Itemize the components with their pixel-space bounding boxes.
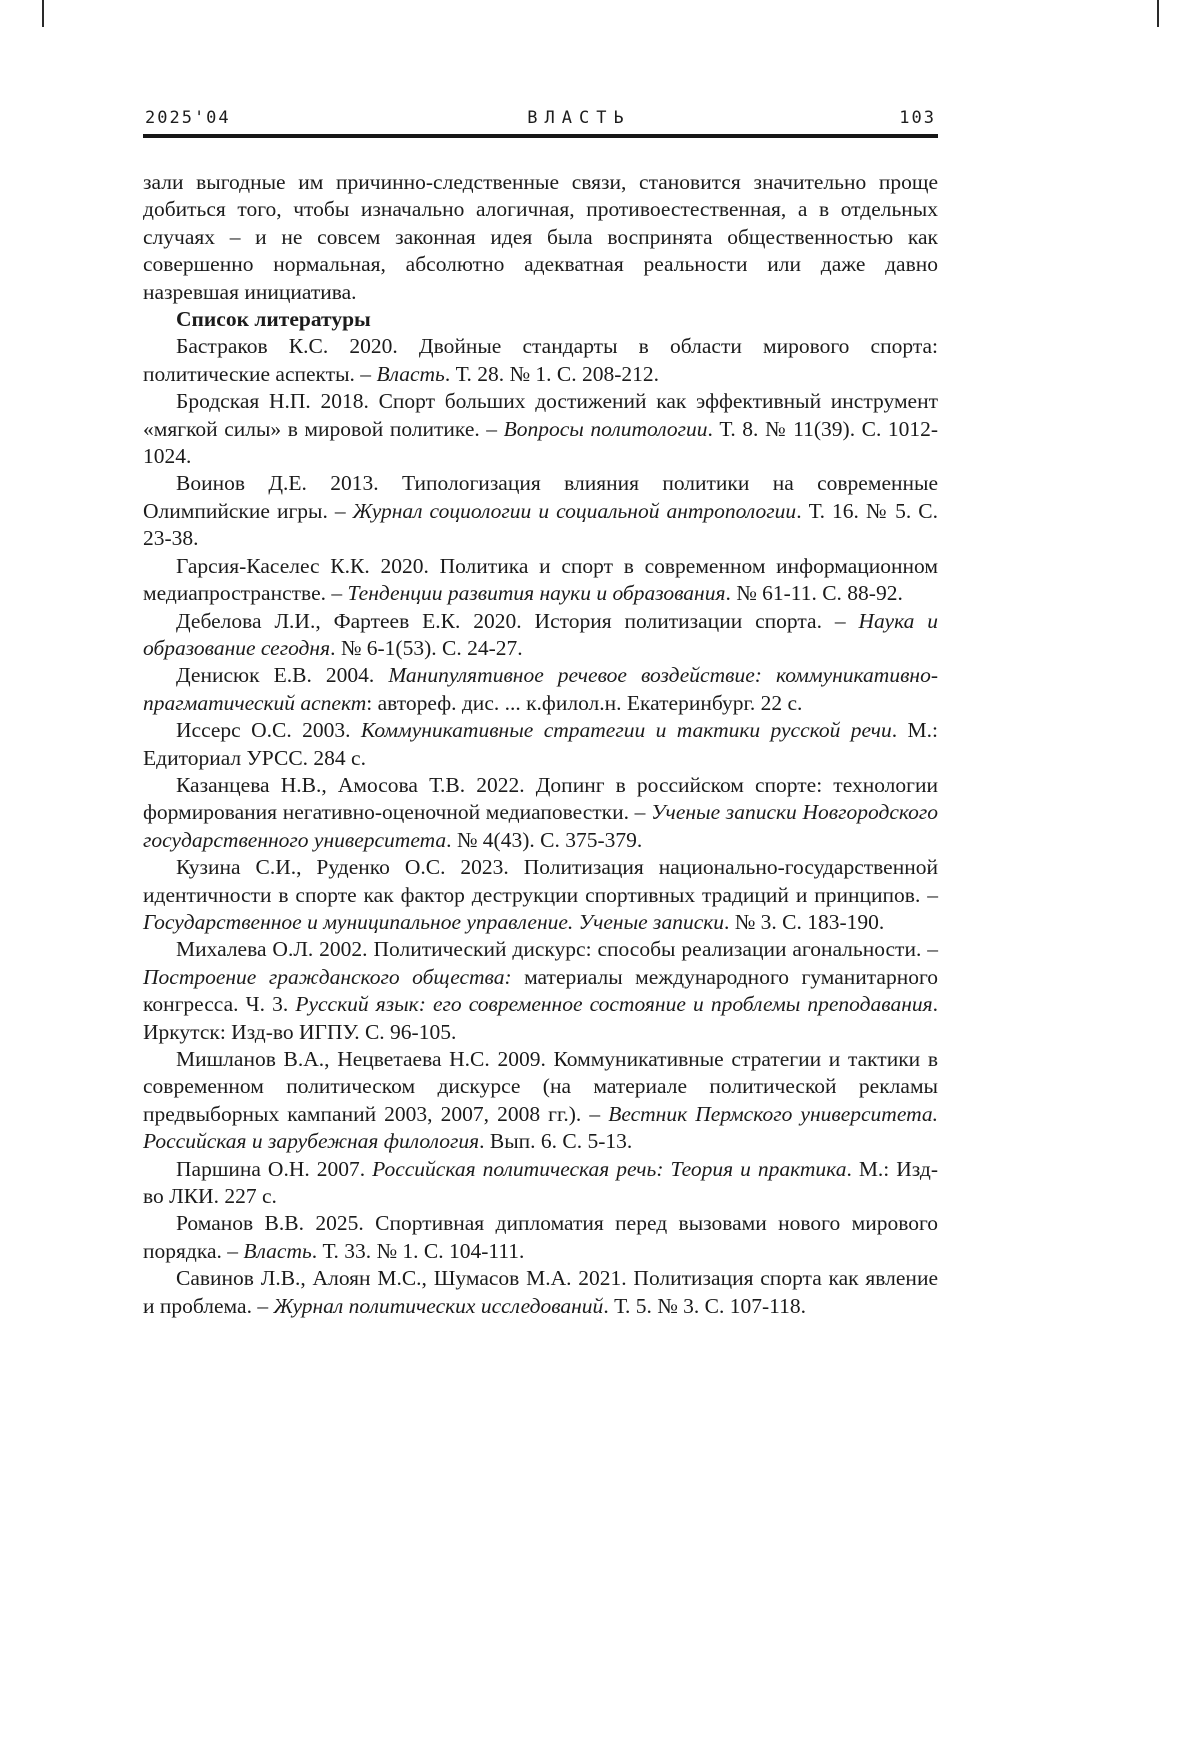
article-body <box>143 169 938 1320</box>
reference-entry: Гарсия-Каселес К.К. 2020. Политика и спорт в современном информационном медиапространстве. – Тенденции развития науки и образования. № 61-11. С. 88-92. <box>143 553 938 606</box>
reference-entry: Романов В.В. 2025. Спортивная дипломатия перед вызовами нового мирового порядка. – Власть. Т. 33. № 1. С. 104-111. <box>143 1211 938 1263</box>
reference-entry: Савинов Л.В., Алоян М.С., Шумасов М.А. 2021. Политизация спорта как явление и проблема. – Журнал политических исследований. Т. 5. № 3. С. 107-118. <box>143 1266 938 1318</box>
reference-entry: Паршина О.Н. 2007. Российская политическая речь: Теория и практика. М.: Изд-во ЛКИ. 227 с. <box>143 1156 939 1209</box>
reference-entry: Казанцева Н.В., Амосова Т.В. 2022. Допинг в российском спорте: технологии формирования негативно-оценочной медиаповестки. – Ученые записки Новгородского государственного университета. № 4(43). С. 375-379. <box>143 772 938 852</box>
reference-entry: Мишланов В.А., Нецветаева Н.С. 2009. Коммуникативные стратегии и тактики в современном политическом дискурсе (на материале политической рекламы предвыборных кампаний 2003, 2007, 2008 гг.). – Вестник Пермского университета. Российская и зарубежная филология. Вып. 6. С. 5-13. <box>143 1047 938 1154</box>
body-paragraph: зали выгодные им причинно-следственные связи, становится значительно проще добиться того, чтобы изначально алогичная, противоестественная, а в отдельных случаях – и не совсем законная идея была воспринята общественностью как совершенно нормальная, абсолютно адекватная реальности или даже давно назревшая инициатива. <box>143 170 938 304</box>
running-head <box>143 108 938 134</box>
header-rule <box>143 134 938 138</box>
reference-entry: Бастраков К.С. 2020. Двойные стандарты в области мирового спорта: политические аспекты. – Власть. Т. 28. № 1. С. 208-212. <box>143 334 938 386</box>
crop-mark-right <box>1157 0 1159 27</box>
references-heading: Список литературы <box>176 307 371 332</box>
reference-entry: Михалева О.Л. 2002. Политический дискурс: способы реализации агональности. – Построение гражданского общества: материалы международного гуманитарного конгресса. Ч. 3. Русский язык: его современное состояние и проблемы преподавания. Иркутск: Изд-во ИГПУ. С. 96-105. <box>143 937 938 1044</box>
reference-entry: Денисюк Е.В. 2004. Манипулятивное речевое воздействие: коммуникативно-прагматический аспект: автореф. дис. ... к.филол.н. Екатеринбург. 22 с. <box>143 663 938 715</box>
reference-entry: Бродская Н.П. 2018. Спорт больших достижений как эффективный инструмент «мягкой силы» в мировой политике. – Вопросы политологии. Т. 8. № 11(39). С. 1012-1024. <box>143 389 939 469</box>
reference-entry: Кузина С.И., Руденко О.С. 2023. Политизация национально-государственной идентичности в спорте как фактор деструкции спортивных традиций и принципов. – Государственное и муниципальное управление. Ученые записки. № 3. С. 183-190. <box>143 855 938 934</box>
reference-list <box>143 333 938 1320</box>
reference-entry: Иссерс О.С. 2003. Коммуникативные стратегии и тактики русской речи. М.: Едиториал УРСС. 284 с. <box>143 718 939 770</box>
page-number: 103 <box>899 108 936 128</box>
journal-title: ВЛАСТЬ <box>527 108 631 128</box>
crop-mark-left <box>42 0 44 27</box>
reference-entry: Дебелова Л.И., Фартеев Е.К. 2020. История политизации спорта. – Наука и образование сегодня. № 6-1(53). С. 24-27. <box>143 608 938 660</box>
reference-entry: Воинов Д.Е. 2013. Типологизация влияния политики на современные Олимпийские игры. – Журнал социологии и социальной антропологии. Т. 16. № 5. С. 23-38. <box>143 471 938 551</box>
issue-label: 2025'04 <box>145 108 231 128</box>
journal-page <box>143 108 938 1320</box>
